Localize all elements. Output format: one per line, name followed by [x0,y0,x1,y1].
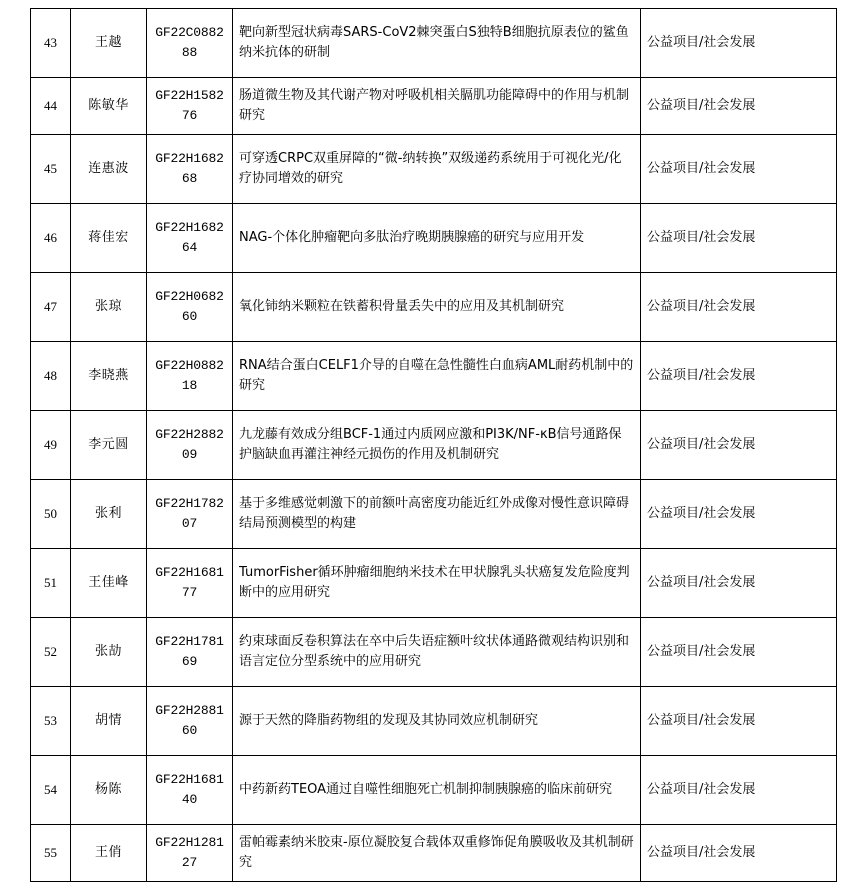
table-body [31,9,837,882]
row-category-cell: 公益项目/社会发展 [641,618,837,687]
row-category-cell: 公益项目/社会发展 [641,204,837,273]
row-index-cell: 43 [31,9,71,78]
row-category-cell: 公益项目/社会发展 [641,135,837,204]
row-code-cell: GF22H088218 [147,342,233,411]
row-title-cell: 中药新药TEOA通过自噬性细胞死亡机制抑制胰腺癌的临床前研究 [233,756,641,825]
row-index-cell: 44 [31,78,71,135]
row-name-cell: 李元圆 [71,411,147,480]
row-title-cell: 九龙藤有效成分组BCF-1通过内质网应激和PI3K/NF-κB信号通路保护脑缺血再灌注神经元损伤的作用及机制研究 [233,411,641,480]
row-code-cell: GF22H158276 [147,78,233,135]
row-index-cell: 47 [31,273,71,342]
row-code-cell: GF22H168177 [147,549,233,618]
row-index-cell: 55 [31,825,71,882]
row-index-cell: 48 [31,342,71,411]
row-name-cell: 王佳峰 [71,549,147,618]
table-row [31,273,837,342]
row-name-cell: 张利 [71,480,147,549]
row-title-cell: 雷帕霉素纳米胶束-原位凝胶复合载体双重修饰促角膜吸收及其机制研究 [233,825,641,882]
row-index-cell: 51 [31,549,71,618]
row-name-cell: 李晓燕 [71,342,147,411]
row-category-cell: 公益项目/社会发展 [641,9,837,78]
table-row [31,342,837,411]
row-title-cell: NAG-个体化肿瘤靶向多肽治疗晚期胰腺癌的研究与应用开发 [233,204,641,273]
row-category-cell: 公益项目/社会发展 [641,825,837,882]
row-code-cell: GF22H178169 [147,618,233,687]
document-page [0,8,866,870]
row-code-cell: GF22H288209 [147,411,233,480]
row-category-cell: 公益项目/社会发展 [641,480,837,549]
row-code-cell: GF22C088288 [147,9,233,78]
row-code-cell: GF22H288160 [147,687,233,756]
row-name-cell: 陈敏华 [71,78,147,135]
row-category-cell: 公益项目/社会发展 [641,78,837,135]
table-row [31,549,837,618]
row-category-cell: 公益项目/社会发展 [641,342,837,411]
table-row [31,825,837,882]
table-row [31,756,837,825]
row-name-cell: 胡情 [71,687,147,756]
row-title-cell: 肠道微生物及其代谢产物对呼吸机相关膈肌功能障碍中的作用与机制研究 [233,78,641,135]
row-title-cell: 约束球面反卷积算法在卒中后失语症额叶纹状体通路微观结构识别和语言定位分型系统中的应用研究 [233,618,641,687]
table-row [31,78,837,135]
row-index-cell: 46 [31,204,71,273]
table-row [31,204,837,273]
row-category-cell: 公益项目/社会发展 [641,411,837,480]
table-row [31,135,837,204]
row-code-cell: GF22H128127 [147,825,233,882]
row-title-cell: 靶向新型冠状病毒SARS-CoV2棘突蛋白S独特B细胞抗原表位的鲨鱼纳米抗体的研制 [233,9,641,78]
table-row [31,618,837,687]
row-category-cell: 公益项目/社会发展 [641,273,837,342]
row-category-cell: 公益项目/社会发展 [641,756,837,825]
row-title-cell: 源于天然的降脂药物组的发现及其协同效应机制研究 [233,687,641,756]
row-category-cell: 公益项目/社会发展 [641,687,837,756]
row-code-cell: GF22H168140 [147,756,233,825]
row-index-cell: 54 [31,756,71,825]
row-code-cell: GF22H178207 [147,480,233,549]
row-index-cell: 49 [31,411,71,480]
grant-project-table [30,8,837,882]
row-title-cell: 氧化铈纳米颗粒在铁蓄积骨量丢失中的应用及其机制研究 [233,273,641,342]
row-name-cell: 蒋佳宏 [71,204,147,273]
row-title-cell: TumorFisher循环肿瘤细胞纳米技术在甲状腺乳头状癌复发危险度判断中的应用研究 [233,549,641,618]
row-name-cell: 连惠波 [71,135,147,204]
row-code-cell: GF22H168264 [147,204,233,273]
table-row [31,9,837,78]
table-row [31,687,837,756]
row-title-cell: 基于多维感觉刺激下的前额叶高密度功能近红外成像对慢性意识障碍结局预测模型的构建 [233,480,641,549]
row-name-cell: 张琼 [71,273,147,342]
row-index-cell: 52 [31,618,71,687]
row-name-cell: 张劼 [71,618,147,687]
row-name-cell: 王俏 [71,825,147,882]
table-row [31,411,837,480]
row-category-cell: 公益项目/社会发展 [641,549,837,618]
row-code-cell: GF22H068260 [147,273,233,342]
row-index-cell: 50 [31,480,71,549]
row-title-cell: 可穿透CRPC双重屏障的“微-纳转换”双级递药系统用于可视化光/化疗协同增效的研究 [233,135,641,204]
row-code-cell: GF22H168268 [147,135,233,204]
row-index-cell: 53 [31,687,71,756]
row-title-cell: RNA结合蛋白CELF1介导的自噬在急性髓性白血病AML耐药机制中的研究 [233,342,641,411]
row-name-cell: 王越 [71,9,147,78]
row-index-cell: 45 [31,135,71,204]
row-name-cell: 杨陈 [71,756,147,825]
table-row [31,480,837,549]
